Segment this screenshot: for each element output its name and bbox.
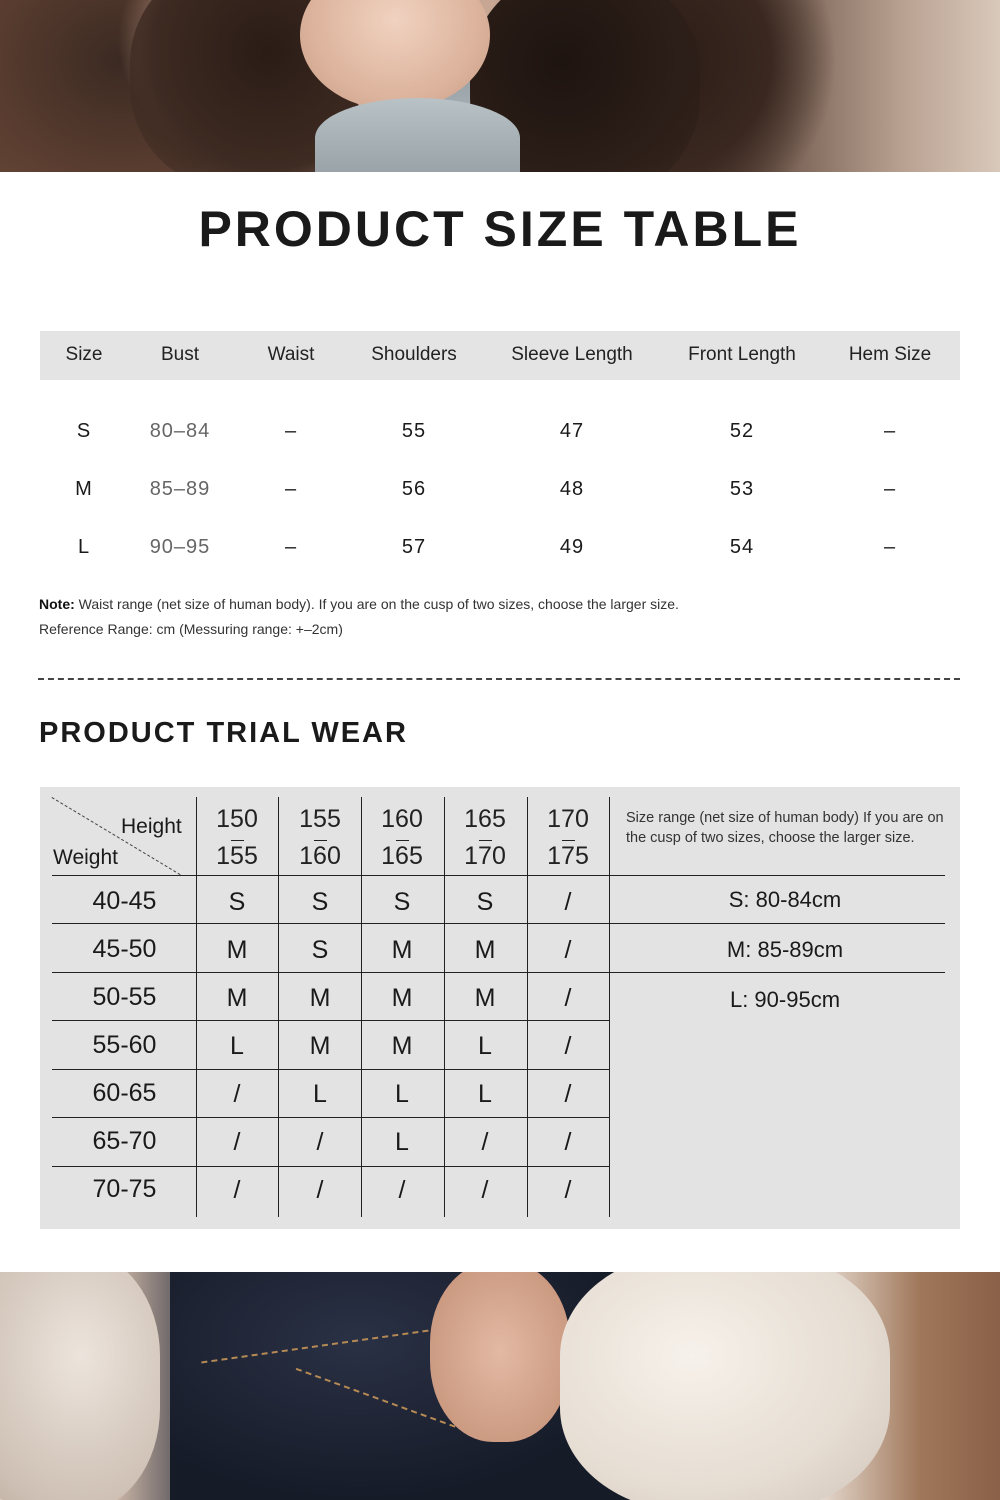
height-header: 150 155	[197, 801, 277, 875]
cell-sleeve: 49	[559, 536, 585, 558]
grid-cell: M	[474, 984, 496, 1012]
note-text: Waist range (net size of human body). If you are on the cusp of two sizes, choose the larger size.	[74, 596, 679, 612]
grid-cell: /	[233, 1080, 241, 1108]
grid-cell: M	[391, 936, 413, 964]
grid-cell: /	[316, 1176, 324, 1204]
header-front-length: Front Length	[688, 344, 796, 365]
size-table-header	[40, 331, 960, 380]
cell-front: 53	[729, 478, 755, 500]
grid-cell: /	[564, 1080, 572, 1108]
cell-bust: 80–84	[149, 420, 211, 442]
grid-cell: S	[311, 936, 329, 964]
grid-cell: /	[564, 984, 572, 1012]
grid-cell: /	[564, 1128, 572, 1156]
model-photo-top	[0, 0, 1000, 172]
cell-sleeve: 47	[559, 420, 585, 442]
table-row	[40, 536, 960, 566]
grid-cell: L	[395, 1080, 409, 1108]
grid-cell: /	[398, 1176, 406, 1204]
grid-cell: M	[309, 984, 331, 1012]
grid-cell: S	[311, 888, 329, 916]
cell-hem: –	[883, 478, 897, 500]
grid-cell: /	[316, 1128, 324, 1156]
grid-cell: M	[474, 936, 496, 964]
cell-shoulders: 57	[401, 536, 427, 558]
height-header: 170 175	[528, 801, 608, 875]
cell-hem: –	[883, 420, 897, 442]
weight-label: 45-50	[92, 935, 157, 963]
cell-size: M	[75, 478, 93, 500]
trial-wear-title: PRODUCT TRIAL WEAR	[39, 717, 408, 749]
cell-bust: 85–89	[149, 478, 211, 500]
header-shoulders: Shoulders	[371, 344, 457, 365]
header-sleeve-length: Sleeve Length	[511, 344, 633, 365]
grid-cell: /	[564, 1176, 572, 1204]
weight-label: 50-55	[92, 983, 157, 1011]
grid-cell: S	[476, 888, 494, 916]
weight-label: 65-70	[92, 1127, 157, 1155]
height-header: 165 170	[445, 801, 525, 875]
height-header: 155 160	[280, 801, 360, 875]
cell-shoulders: 55	[401, 420, 427, 442]
grid-cell: /	[564, 888, 572, 916]
table-row	[40, 420, 960, 450]
cell-size: S	[76, 420, 92, 442]
grid-cell: S	[393, 888, 411, 916]
cell-hem: –	[883, 536, 897, 558]
grid-cell: S	[228, 888, 246, 916]
grid-cell: M	[226, 984, 248, 1012]
trial-wear-table	[40, 787, 960, 1229]
grid-cell: M	[309, 1032, 331, 1060]
range-l: L: 90-95cm	[729, 987, 841, 1012]
grid-cell: /	[564, 1032, 572, 1060]
weight-label: 70-75	[92, 1175, 157, 1203]
range-s: S: 80-84cm	[728, 887, 842, 912]
header-bust: Bust	[160, 344, 200, 365]
weight-label: 60-65	[92, 1079, 157, 1107]
grid-cell: L	[230, 1032, 244, 1060]
cell-bust: 90–95	[149, 536, 211, 558]
note-label: Note:	[39, 596, 75, 612]
weight-axis-label: Weight	[53, 846, 118, 869]
table-row	[40, 478, 960, 508]
range-m: M: 85-89cm	[726, 937, 844, 962]
grid-cell: /	[481, 1176, 489, 1204]
header-size: Size	[65, 344, 103, 365]
reference-range: Reference Range: cm (Messuring range: +–2cm)	[39, 621, 343, 637]
grid-cell: M	[226, 936, 248, 964]
grid-cell: /	[564, 936, 572, 964]
grid-cell: L	[395, 1128, 409, 1156]
section-divider	[38, 678, 960, 680]
grid-cell: M	[391, 984, 413, 1012]
grid-cell: L	[313, 1080, 327, 1108]
grid-cell: M	[391, 1032, 413, 1060]
grid-cell: /	[481, 1128, 489, 1156]
cell-waist: –	[284, 478, 298, 500]
cell-front: 54	[729, 536, 755, 558]
model-photo-bottom	[0, 1272, 1000, 1500]
grid-cell: /	[233, 1128, 241, 1156]
grid-cell: L	[478, 1032, 492, 1060]
size-note	[39, 596, 679, 612]
weight-label: 40-45	[92, 887, 157, 915]
cell-shoulders: 56	[401, 478, 427, 500]
cell-size: L	[77, 536, 91, 558]
cell-waist: –	[284, 536, 298, 558]
grid-cell: L	[478, 1080, 492, 1108]
cell-waist: –	[284, 420, 298, 442]
page-title: PRODUCT SIZE TABLE	[198, 201, 802, 257]
header-hem-size: Hem Size	[848, 344, 932, 365]
header-waist: Waist	[267, 344, 315, 365]
height-axis-label: Height	[121, 815, 182, 838]
height-header: 160 165	[362, 801, 442, 875]
weight-label: 55-60	[92, 1031, 157, 1059]
cell-sleeve: 48	[559, 478, 585, 500]
grid-cell: /	[233, 1176, 241, 1204]
cell-front: 52	[729, 420, 755, 442]
range-note: Size range (net size of human body) If you are on the cusp of two sizes, choose the larger size.	[626, 810, 944, 846]
